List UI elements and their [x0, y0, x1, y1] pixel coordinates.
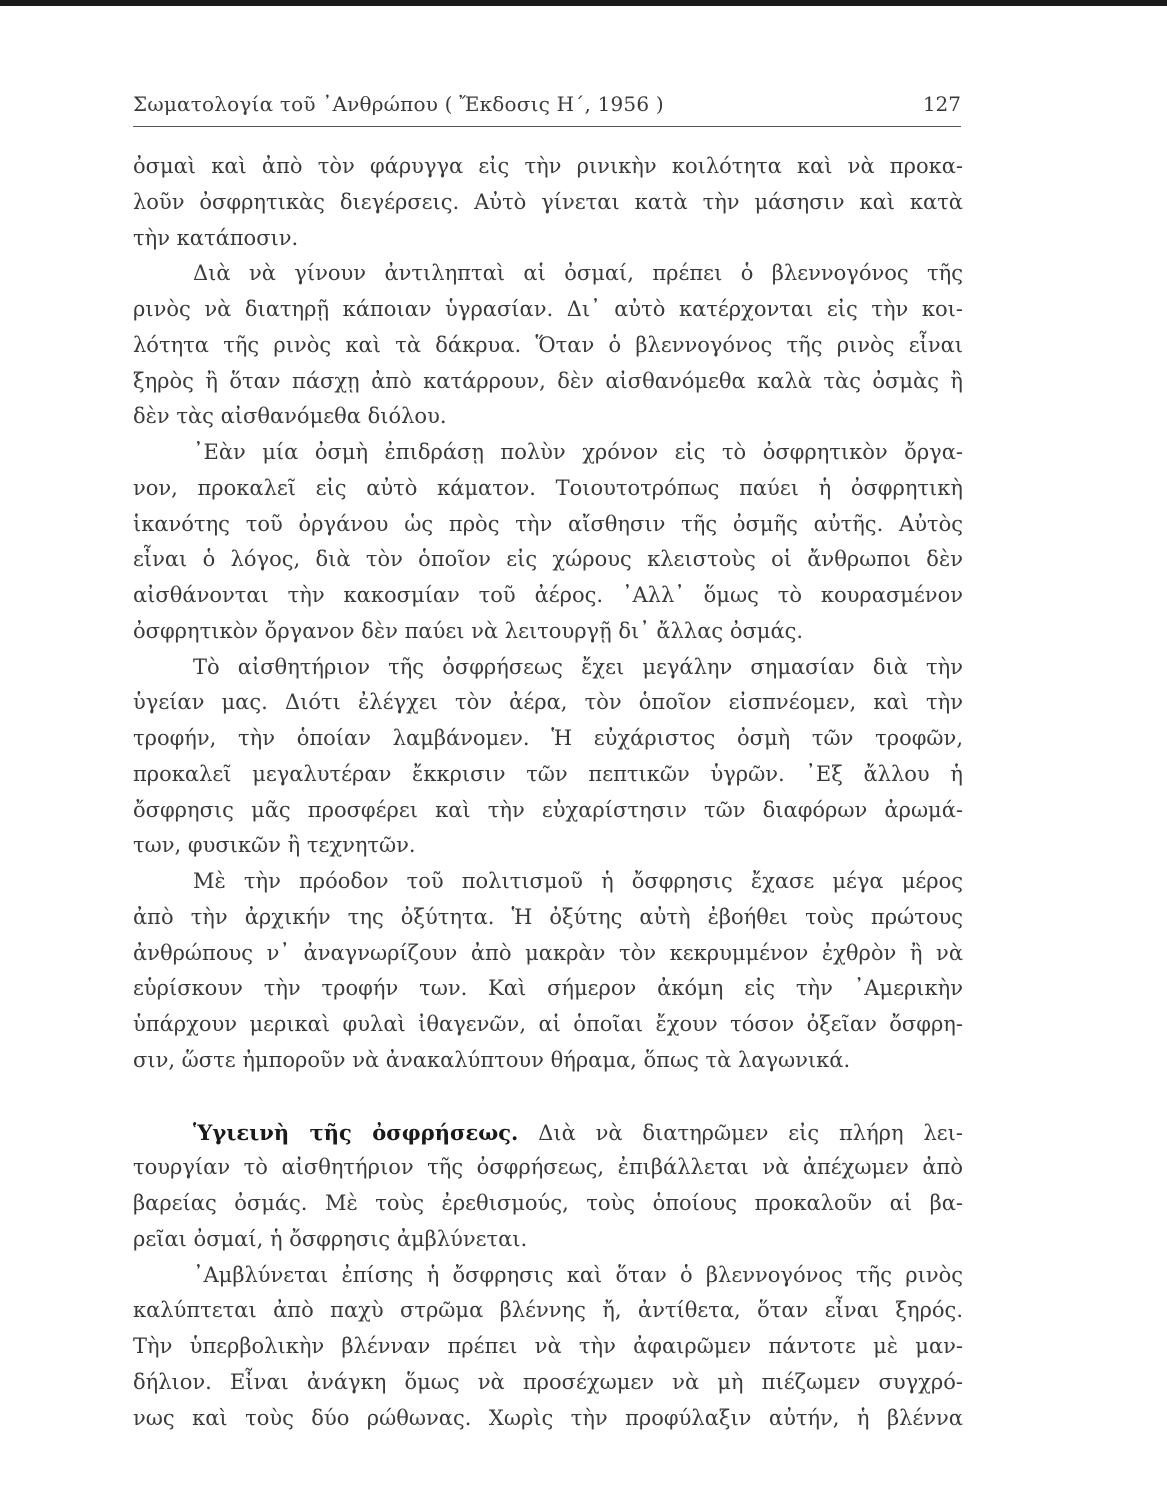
text-line: δήλιον. Εἶναι ἀνάγκη ὅμως νὰ προσέχωμεν νὰ μὴ πιέζωμεν συγχρό- [133, 1369, 963, 1394]
text-line: Τὸ αἰσθητήριον τῆς ὀσφρήσεως ἔχει μεγάλην σημασίαν διὰ τὴν [193, 654, 963, 679]
section-heading: Ὑγιεινὴ τῆς ὀσφρήσεως. [193, 1119, 519, 1145]
text-line: νως καὶ τοὺς δύο ρώθωνας. Χωρὶς τὴν προφύλαξιν αὐτήν, ἡ βλέννα [133, 1405, 963, 1430]
text-line: Μὲ τὴν πρόοδον τοῦ πολιτισμοῦ ἡ ὄσφρησις ἔχασε μέγα μέρος [193, 869, 963, 893]
text-line: ὄσφρησις μᾶς προσφέρει καὶ τὴν εὐχαρίστησιν τῶν διαφόρων ἀρωμά- [133, 797, 963, 822]
text-line: ἀνθρώπους ν᾽ ἀναγνωρίζουν ἀπὸ μακρὰν τὸν κεκρυμμένον ἐχθρὸν ἢ νὰ [133, 940, 963, 965]
text-line: τὴν κατάποσιν. [133, 225, 299, 250]
text-line: βαρείας ὀσμάς. Μὲ τοὺς ἐρεθισμούς, τοὺς ὁποίους προκαλοῦν αἱ βα- [133, 1191, 963, 1215]
text-line: δὲν τὰς αἰσθανόμεθα διόλου. [133, 404, 447, 429]
text-line: τουργίαν τὸ αἰσθητήριον τῆς ὀσφρήσεως, ἐπιβάλλεται νὰ ἀπέχωμεν ἀπὸ [133, 1155, 963, 1180]
text-line: εὑρίσκουν τὴν τροφήν των. Καὶ σήμερον ἀκόμη εἰς τὴν ᾿Αμερικὴν [133, 976, 963, 1001]
text-line: εἶναι ὁ λόγος, διὰ τὸν ὁποῖον εἰς χώρους κλειστοὺς οἱ ἄνθρωποι δὲν [133, 547, 963, 572]
text-line: ᾿Εὰν μία ὀσμὴ ἐπιδράσῃ πολὺν χρόνον εἰς τὸ ὀσφρητικὸν ὄργα- [193, 440, 963, 464]
text-line: ὑπάρχουν μερικαὶ φυλαὶ ἰθαγενῶν, αἱ ὁποῖαι ἔχουν τόσον ὀξεῖαν ὄσφρη- [133, 1012, 963, 1036]
text-line: Τὴν ὑπερβολικὴν βλένναν πρέπει νὰ τὴν ἀφαιρῶμεν πάντοτε μὲ μαν- [133, 1334, 963, 1358]
text-line: αἰσθάνονται τὴν κακοσμίαν τοῦ ἀέρος. ᾿Αλλ᾽ ὅμως τὸ κουρασμένον [133, 583, 963, 607]
text-line: τροφήν, τὴν ὁποίαν λαμβάνομεν. Ἡ εὐχάριστος ὀσμὴ τῶν τροφῶν, [133, 726, 963, 750]
text-line: των, φυσικῶν ἢ τεχνητῶν. [133, 833, 416, 858]
text-line: λοῦν ὀσφρητικὰς διεγέρσεις. Αὐτὸ γίνεται κατὰ τὴν μάσησιν καὶ κατὰ [133, 189, 963, 214]
text-line: ρινὸς νὰ διατηρῇ κάποιαν ὑγρασίαν. Δι᾽ αὐτὸ κατέρχονται εἰς τὴν κοι- [133, 297, 963, 321]
section-gap [133, 1079, 963, 1115]
text-line: ὀσφρητικὸν ὄργανον δὲν παύει νὰ λειτουργῇ δι᾽ ἄλλας ὀσμάς. [133, 618, 804, 643]
page-number: 127 [922, 92, 961, 116]
text-line: ᾿Αμβλύνεται ἐπίσης ἡ ὄσφρησις καὶ ὅταν ὁ βλεννογόνος τῆς ρινὸς [193, 1262, 963, 1287]
running-header [133, 92, 961, 127]
text-line: προκαλεῖ μεγαλυτέραν ἔκκρισιν τῶν πεπτικῶν ὑγρῶν. ᾿Εξ ἄλλου ἡ [133, 761, 963, 786]
text-line: ὀσμαὶ καὶ ἀπὸ τὸν φάρυγγα εἰς τὴν ρινικὴν κοιλότητα καὶ νὰ προκα- [133, 154, 963, 178]
text-line: καλύπτεται ἀπὸ παχὺ στρῶμα βλέννης ἤ, ἀντίθετα, ὅταν εἶναι ξηρός. [133, 1298, 963, 1323]
text-line: σιν, ὥστε ἠμποροῦν νὰ ἀνακαλύπτουν θήραμα, ὅπως τὰ λαγωνικά. [133, 1047, 851, 1072]
text-line: ἀπὸ τὴν ἀρχικήν της ὀξύτητα. Ἡ ὀξύτης αὐτὴ ἐβοήθει τοὺς πρώτους [133, 904, 963, 929]
body-text [133, 149, 963, 1436]
text-line: λότητα τῆς ρινὸς καὶ τὰ δάκρυα. Ὅταν ὁ βλεννογόνος τῆς ρινὸς εἶναι [133, 332, 963, 357]
section-opening-line [133, 1115, 963, 1151]
text-line: ξηρὸς ἢ ὅταν πάσχῃ ἀπὸ κατάρρουν, δὲν αἰσθανόμεθα καλὰ τὰς ὀσμὰς ἢ [133, 368, 963, 393]
scan-edge-mark [0, 0, 1167, 6]
text-line: ρεῖαι ὀσμαί, ἡ ὄσφρησις ἀμβλύνεται. [133, 1226, 528, 1251]
text-line: ἱκανότης τοῦ ὀργάνου ὡς πρὸς τὴν αἴσθησιν τῆς ὀσμῆς αὐτῆς. Αὐτὸς [133, 511, 963, 536]
text-line: νον, προκαλεῖ εἰς αὐτὸ κάματον. Τοιουτοτρόπως παύει ἡ ὀσφρητικὴ [133, 475, 963, 500]
text-line: ὑγείαν μας. Διότι ἐλέγχει τὸν ἀέρα, τὸν ὁποῖον εἰσπνέομεν, καὶ τὴν [133, 690, 963, 715]
text-line: Διὰ νὰ γίνουν ἀντιληπταὶ αἱ ὀσμαί, πρέπει ὁ βλεννογόνος τῆς [193, 261, 963, 286]
header-title: Σωματολογία τοῦ ᾿Ανθρώπου ( Ἔκδοσις Η΄, 1956 ) [133, 92, 664, 116]
text-line: Διὰ νὰ διατηρῶμεν εἰς πλήρη λει- [538, 1120, 963, 1145]
